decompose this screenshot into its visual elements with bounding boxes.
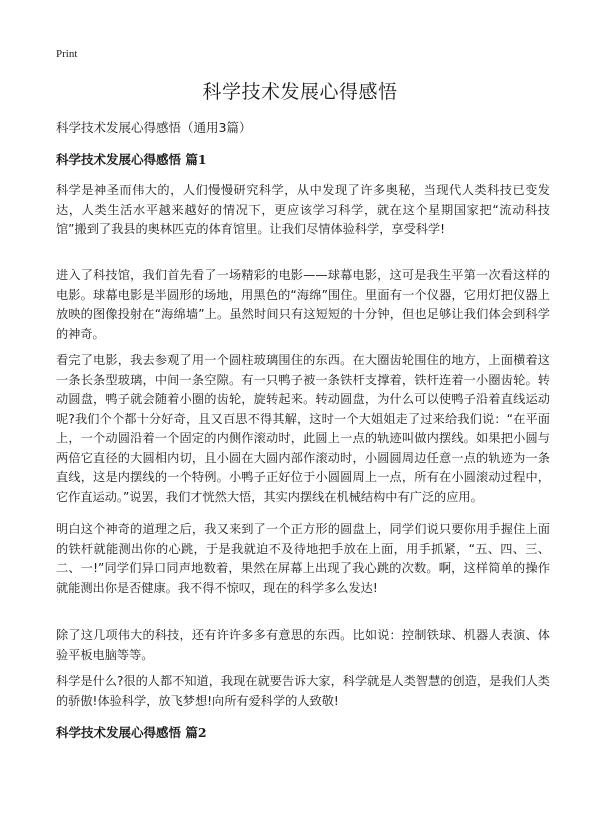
- paragraph-3: 看完了电影，我去参观了用一个圆柱玻璃围住的东西。在大圈齿轮围住的地方，上面横着这一条长条型玻璃，中间一条空隙。有一只鸭子被一条铁杆支撑着，铁杆连着一小圈齿轮。转动圆盘，鸭子就会随着小圈的齿轮，旋转起来。转动圆盘，为什么可以使鸭子沿着直线运动呢?我们个个都十分好奇，且又百思不得其解，这时一个大姐姐走了过来给我们说：“在平面上，一个动圆沿着一个固定的内侧作滚动时，此圆上一点的轨迹叫做内摆线。如果把小圆与两倍它直径的大圆相内切，且小圆在大圆内部作滚动时，小圆圆周边任意一点的轨迹为一条直线，这是内摆线的一个特例。小鸭子正好位于小圆圆周上一点，所有在小圆滚动过程中，它作直运动。”说罢，我们才恍然大悟，其实内摆线在机械结构中有广泛的应用。: [56, 353, 550, 504]
- section-heading-2: 科学技术发展心得感悟 篇2: [56, 725, 207, 740]
- document-title: 科学技术发展心得感悟: [202, 81, 398, 103]
- paragraph-2: 进入了科技馆，我们首先看了一场精彩的电影——球幕电影，这可是我生平第一次看这样的电影。球幕电影是半圆形的场地，用黑色的“海绵”围住。里面有一个仪器，它用灯把仪器上放映的图像投射在“海绵墙”上。虽然时间只有这短短的十分钟，但也足够让我们体会到科学的神奇。: [56, 268, 550, 341]
- section-heading-1: 科学技术发展心得感悟 篇1: [56, 152, 207, 167]
- document-subtitle: 科学技术发展心得感悟（通用3篇）: [56, 120, 252, 135]
- paragraph-4: 明白这个神奇的道理之后，我又来到了一个正方形的圆盘上，同学们说只要你用手握住上面的铁杆就能测出你的心跳，于是我就迫不及待地把手放在上面，用手抓紧，“五、四、三、二、一!”同学们异口同声地数着，果然在屏幕上出现了我心跳的次数。啊，这样简单的操作就能测出你是否健康。我不得不惊叹，现在的科学多么发达!: [56, 522, 550, 595]
- print-link[interactable]: Print: [56, 48, 78, 60]
- paragraph-5: 除了这几项伟大的科技，还有许许多多有意思的东西。比如说：控制铁球、机器人表演、体验平板电脑等等。: [56, 628, 550, 662]
- paragraph-6: 科学是什么?很的人都不知道，我现在就要告诉大家，科学就是人类智慧的创造，是我们人类的骄傲!体验科学，放飞梦想!向所有爱科学的人致敬!: [56, 674, 550, 708]
- paragraph-1: 科学是神圣而伟大的，人们慢慢研究科学，从中发现了许多奥秘，当现代人类科技已变发达，人类生活水平越来越好的情况下，更应该学习科学，就在这个星期国家把“流动科技馆”搬到了我县的奥林匹克的体育馆里。让我们尽情体验科学，享受科学!: [56, 183, 550, 236]
